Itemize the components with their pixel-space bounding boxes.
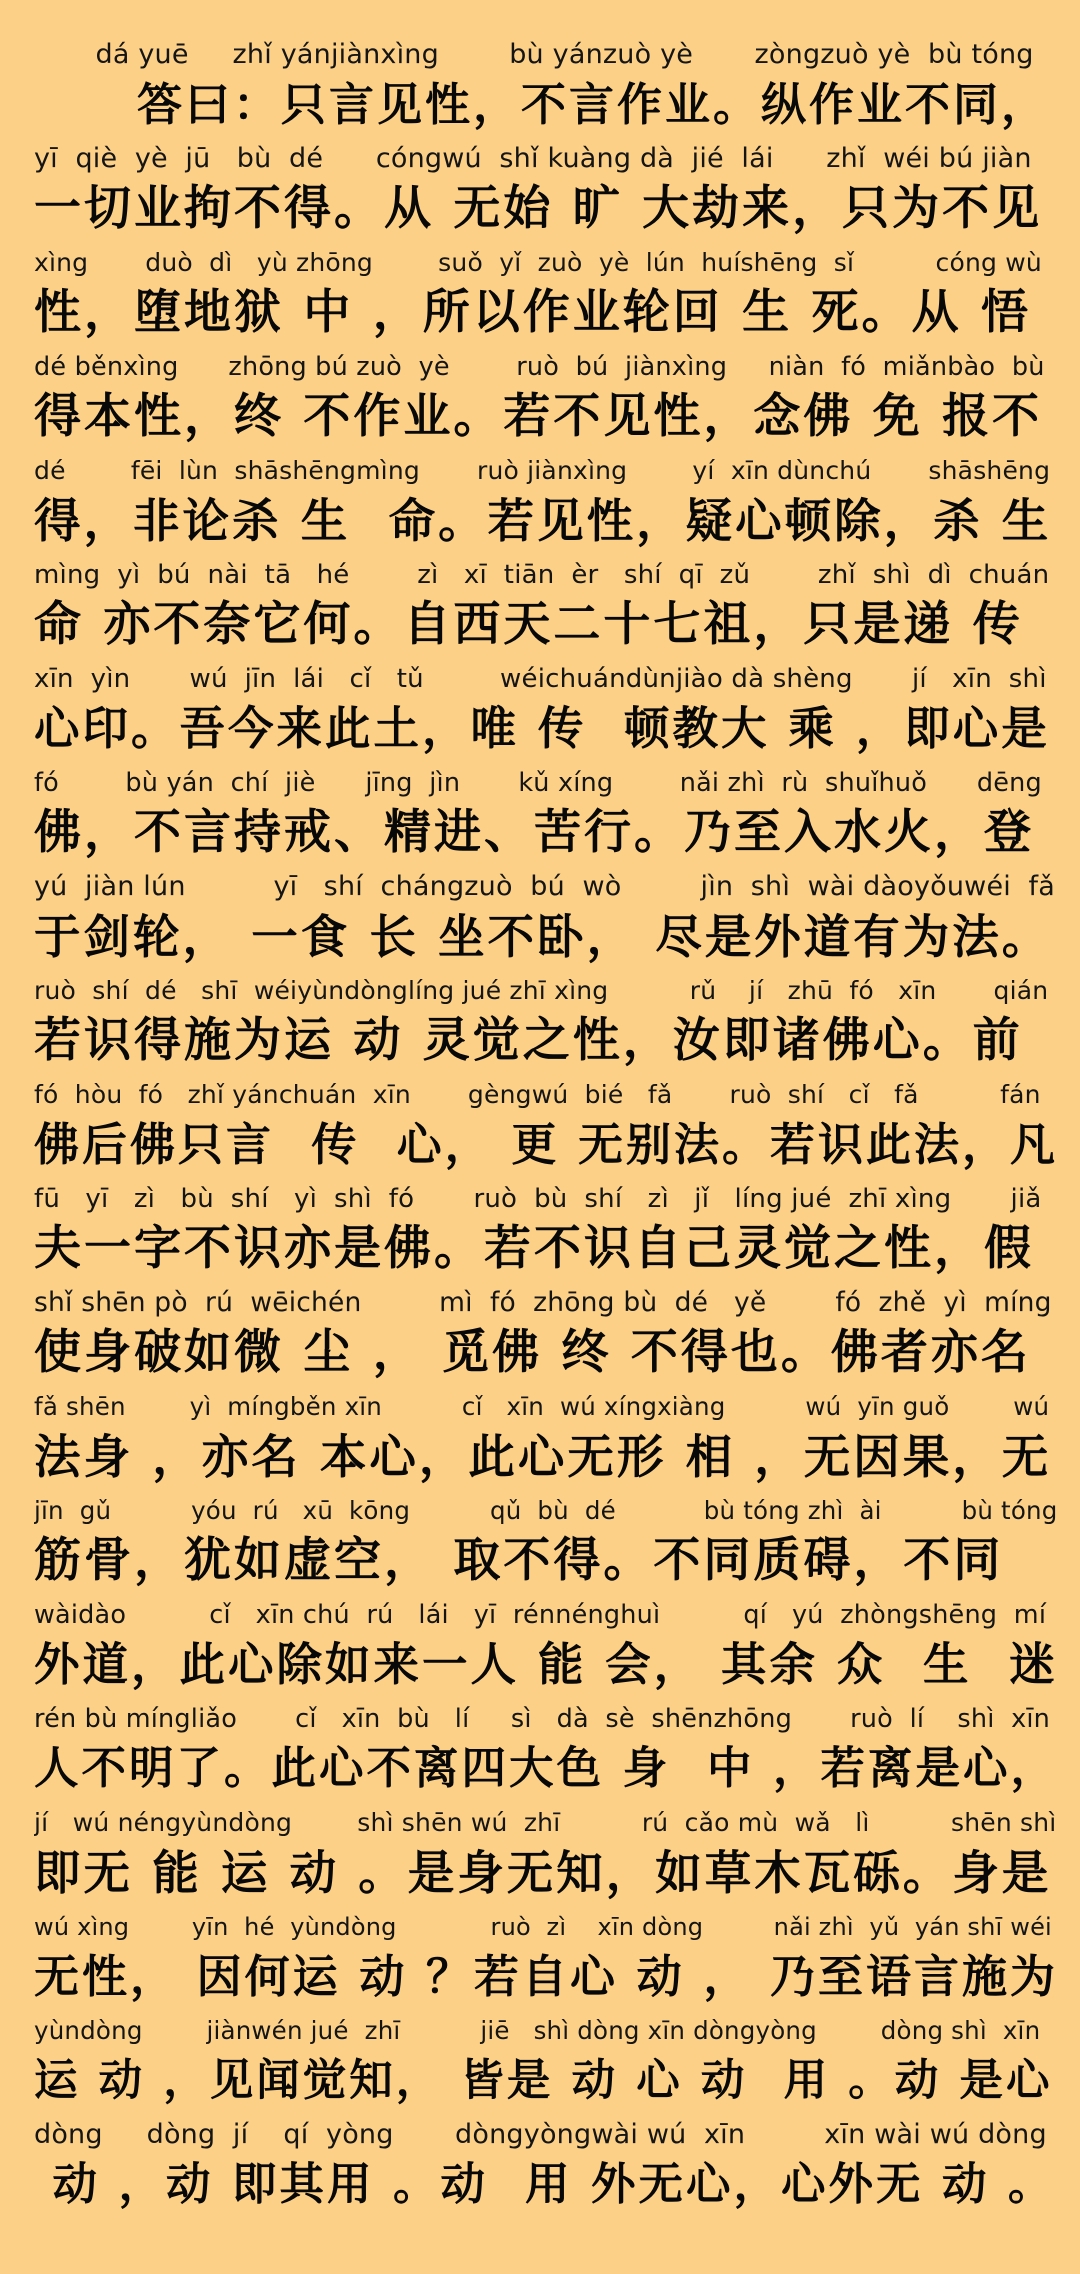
text-line [34,664,1058,768]
text-line [34,768,1058,872]
text-line [34,560,1058,664]
pinyin-annotation: yú jiàn lún yī shí chángzuò bú wò jìn shì wài dàoyǒuwéi fǎ [34,872,1055,902]
chinese-text: 心印。吾今来此土，唯 传 顿教大 乘 ，即心是 [34,702,1050,755]
text-line [34,1704,1058,1808]
pinyin-annotation: dé fēi lùn shāshēngmìng ruò jiànxìng yí xīn dùnchú shāshēng [34,456,1051,485]
chinese-text: 使身破如微 尘 ， 觅佛 终 不得也。佛者亦名 [34,1325,1031,1380]
text-line [34,1288,1058,1392]
pinyin-annotation: yùndòng jiànwén jué zhī jiē shì dòng xīn dòngyòng dòng shì xīn [34,2016,1041,2045]
chinese-text: 佛，不言持戒、精进、苦行。乃至入水火，登 [34,805,1034,860]
text-line [34,2016,1058,2120]
pinyin-annotation: fó bù yán chí jiè jīng jìn kǔ xíng nǎi zhì rù shuǐhuǒ dēng [34,768,1042,798]
pinyin-annotation: fū yī zì bù shí yì shì fó ruò bù shí zì jǐ líng jué zhī xìng jiǎ [34,1184,1042,1214]
chinese-text: 外道，此心除如来一人 能 会， 其余 众 生 迷 [34,1638,1058,1691]
pinyin-annotation: mìng yì bú nài tā hé zì xī tiān èr shí qī zǔ zhǐ shì dì chuán [34,560,1050,590]
chinese-text: 夫一字不识亦是佛。若不识自己灵觉之性，假 [34,1221,1034,1276]
pinyin-annotation: fó hòu fó zhǐ yánchuán xīn gèngwú bié fǎ ruò shí cǐ fǎ fán [34,1080,1041,1109]
text-line [34,976,1058,1080]
text-line [34,2120,1058,2224]
pinyin-annotation: wú xìng yīn hé yùndòng ruò zì xīn dòng nǎi zhì yǔ yán shī wéi [34,1913,1052,1941]
pinyin-annotation: shǐ shēn pò rú wēichén mì fó zhōng bù dé yě fó zhě yì míng [34,1288,1052,1318]
chinese-text: 法身 ，亦名 本心，此心无形 相 ，无因果，无 [34,1430,1052,1484]
text-line [34,40,1058,144]
pinyin-annotation: fǎ shēn yì míngběn xīn cǐ xīn wú xíngxiàng wú yīn guǒ wú [34,1392,1050,1421]
chinese-text: 得，非论杀 生 命。若见性，疑心顿除，杀 生 [34,494,1052,548]
text-line [34,872,1058,976]
chinese-text: 命 亦不奈它何。自西天二十七祖，只是递 传 [34,597,1023,652]
pinyin-annotation: dòng dòng jí qí yòng dòngyòngwài wú xīn xīn wài wú dòng [34,2120,1047,2150]
text-line [34,352,1058,456]
pinyin-annotation: xìng duò dì yù zhōng suǒ yǐ zuò yè lún huíshēng sǐ cóng wù [34,248,1042,277]
text-line [34,1600,1058,1704]
text-line [34,456,1058,560]
chinese-text: 无性， 因何运 动 ？若自心 动 ， 乃至语言施为 [34,1950,1058,2003]
chinese-text: 性，堕地狱 中 ，所以作业轮回 生 死。从 悟 [34,285,1031,340]
chinese-text: 运 动 ，见闻觉知， 皆是 动 心 动 用 。动 是心 [34,2056,1053,2106]
chinese-text: 筋骨，犹如虚空， 取不得。不同质碍，不同 [34,1533,1004,1588]
chinese-text: 一切业拘不得。从 无始 旷 大劫来，只为不见 [34,181,1043,236]
chinese-text: 人不明了。此心不离四大色 身 中 ，若离是心， [34,1743,1058,1794]
pinyin-annotation: jīn gǔ yóu rú xū kōng qǔ bù dé bù tóng zhì ài bù tóng [34,1496,1058,1525]
text-line [34,1496,1058,1600]
chinese-text: 于剑轮， 一食 长 坐不卧， 尽是外道有为法。 [34,910,1052,964]
text-line [34,1392,1058,1496]
text-line [34,1080,1058,1184]
pinyin-annotation: jí wú néngyùndòng shì shēn wú zhī rú cǎo mù wǎ lì shēn shì [34,1808,1057,1837]
text-line [34,1912,1058,2016]
pinyin-annotation: yī qiè yè jū bù dé cóngwú shǐ kuàng dà jié lái zhǐ wéi bú jiàn [34,144,1032,174]
pinyin-annotation: rén bù míngliǎo cǐ xīn bù lí sì dà sè shēnzhōng ruò lí shì xīn [34,1704,1051,1734]
chinese-text: 答曰：只言见性，不言作业。纵作业不同， [137,78,1050,131]
chinese-text: 动 ，动 即其用 。动 用 外无心，心外无 动 。 [34,2159,1056,2210]
text-line [34,1808,1058,1912]
pinyin-annotation: xīn yìn wú jīn lái cǐ tǔ wéichuándùnjiào dà shèng jí xīn shì [34,664,1047,694]
chinese-text: 佛后佛只言 传 心， 更 无别法。若识此法，凡 [34,1118,1058,1171]
text-line [34,1184,1058,1288]
text-line [34,248,1058,352]
chinese-text: 即无 能 运 动 。是身无知，如草木瓦砾。身是 [34,1846,1052,1900]
pinyin-annotation: dé běnxìng zhōng bú zuò yè ruò bú jiànxìng niàn fó miǎnbào bù [34,352,1045,382]
chinese-text: 若识得施为运 动 灵觉之性，汝即诸佛心。前 [34,1013,1023,1068]
pinyin-annotation: dá yuē zhǐ yánjiànxìng bù yánzuò yè zòngzuò yè bù tóng [34,40,1034,70]
pinyin-annotation: wàidào cǐ xīn chú rú lái yī rénnénghuì qí yú zhòngshēng mí [34,1600,1047,1630]
text-line [34,144,1058,248]
pinyin-annotation: ruò shí dé shī wéiyùndònglíng jué zhī xìng rǔ jí zhū fó xīn qián [34,976,1049,1005]
chinese-text: 得本性，终 不作业。若不见性，念佛 免 报不 [34,389,1043,444]
